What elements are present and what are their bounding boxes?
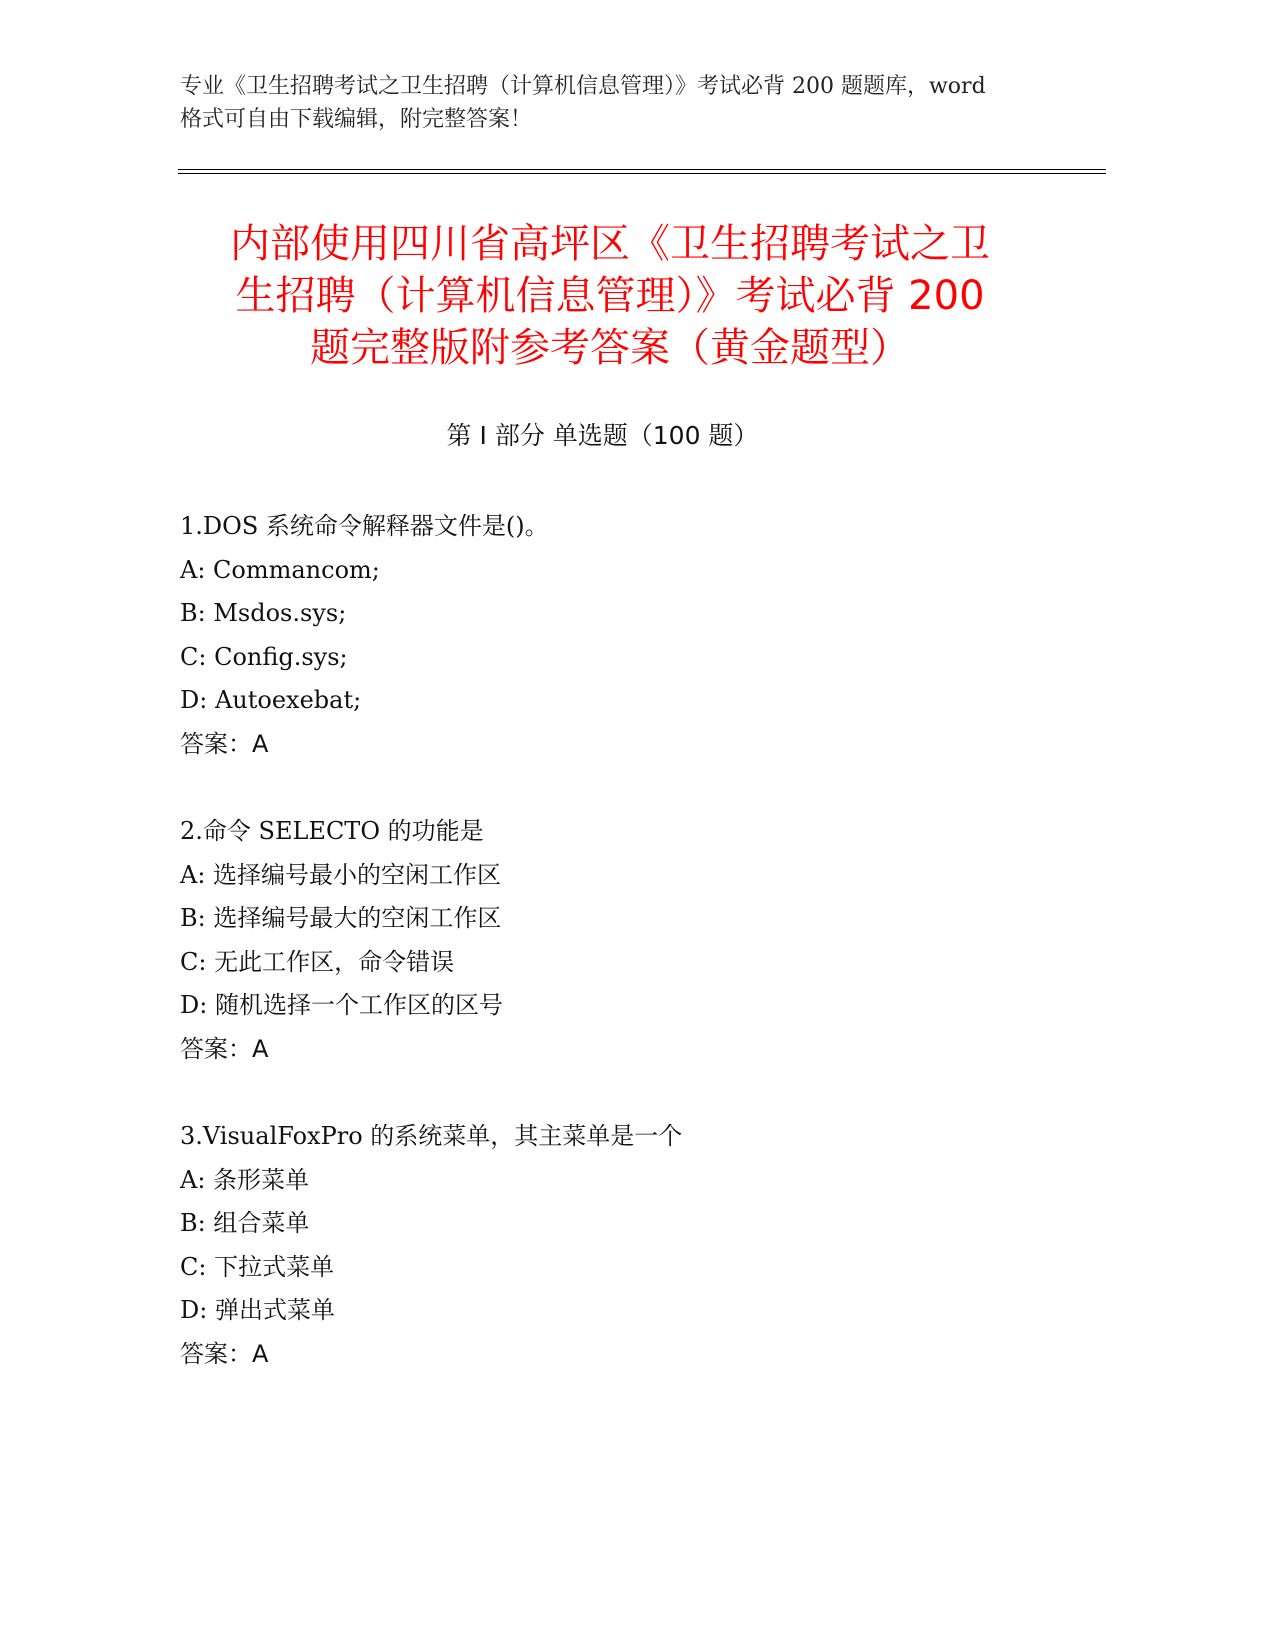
question-stem: 2.命令 SELECTO 的功能是: [180, 817, 484, 845]
header-divider: [178, 169, 1106, 174]
option-b: B: Msdos.sys;: [180, 599, 347, 627]
title-line-2: 生招聘（计算机信息管理）》考试必背 200: [235, 273, 985, 319]
option-d: D: 随机选择一个工作区的区号: [180, 991, 503, 1019]
option-b: B: 选择编号最大的空闲工作区: [180, 904, 502, 932]
option-a: A: 选择编号最小的空闲工作区: [180, 860, 502, 889]
section-heading: 第 I 部分 单选题（100 题）: [446, 421, 759, 450]
question-3: [180, 1115, 1120, 1376]
option-c: C: 下拉式菜单: [180, 1252, 335, 1281]
option-d: D: 弹出式菜单: [180, 1296, 335, 1324]
document-title: [170, 218, 1050, 374]
header-line-2: 格式可自由下载编辑，附完整答案！: [180, 107, 533, 132]
option-b: B: 组合菜单: [180, 1209, 310, 1237]
answer-line: 答案：A: [180, 1339, 269, 1368]
answer-line: 答案：A: [180, 1034, 269, 1063]
question-stem: 1.DOS 系统命令解释器文件是()。: [180, 512, 549, 540]
option-c: C: 无此工作区，命令错误: [180, 947, 455, 976]
question-stem: 3.VisualFoxPro 的系统菜单，其主菜单是一个: [180, 1122, 683, 1150]
title-line-1: 内部使用四川省高坪区《卫生招聘考试之卫: [230, 221, 990, 267]
title-line-3: 题完整版附参考答案（黄金题型）: [310, 325, 910, 371]
page-header: [180, 70, 1080, 136]
option-a: A: Commancom;: [180, 555, 380, 584]
answer-line: 答案：A: [180, 729, 269, 758]
option-c: C: Config.sys;: [180, 642, 348, 671]
option-d: D: Autoexebat;: [180, 686, 362, 714]
question-1: [180, 505, 1120, 766]
question-2: [180, 810, 1120, 1071]
question-list: [180, 505, 1120, 1420]
option-a: A: 条形菜单: [180, 1165, 310, 1194]
header-line-1: 专业《卫生招聘考试之卫生招聘（计算机信息管理）》考试必背 200 题题库，word: [180, 74, 986, 99]
